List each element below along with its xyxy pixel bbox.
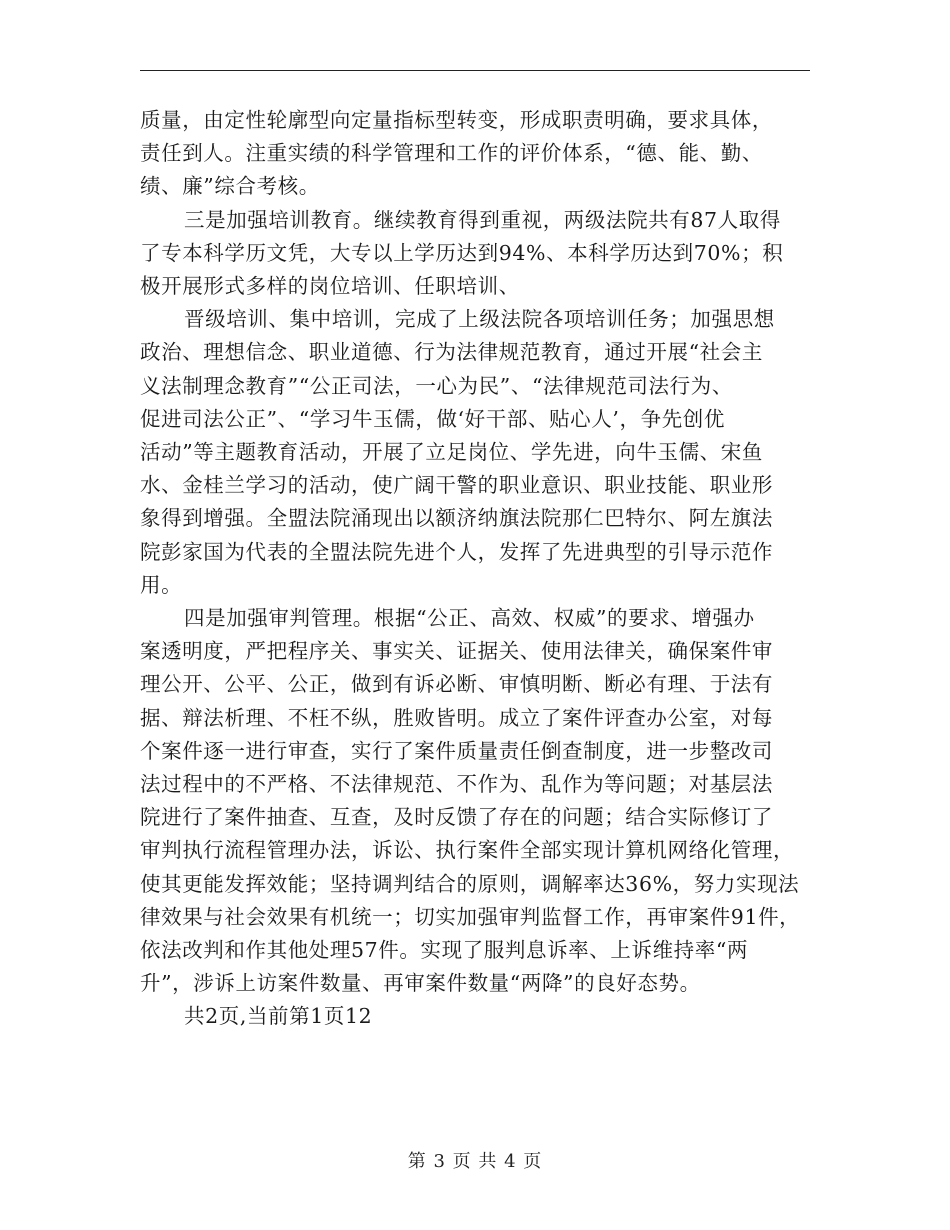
text-line: 质量，由定性轮廓型向定量指标型转变，形成职责明确，要求具体， [140,108,773,132]
paragraph [140,303,812,602]
paragraph [140,204,812,304]
text-line: 晋级培训、集中培训，完成了上级法院各项培训任务；加强思想 [184,307,775,332]
text-line: 四是加强审判管理。根据“公正、高效、权威”的要求、增强办 [184,606,755,631]
text-line: 院彭家国为代表的全盟法院先进个人，发挥了先进典型的引导示范作 [140,539,773,564]
text-line: 责任到人。注重实绩的科学管理和工作的评价体系，“德、能、勤、 [140,141,763,166]
text-line: 促进司法公正”、“学习牛玉儒，做‘好干部、贴心人’，争先创优 [140,406,725,431]
text-line: 水、金桂兰学习的活动，使广阔干警的职业意识、职业技能、职业形 [140,473,773,498]
paragraph [140,602,812,1000]
text-line: 院进行了案件抽查、互查，及时反馈了存在的问题；结合实际修订了 [140,805,773,830]
header-rule [140,70,810,71]
text-line: 使其更能发挥效能；坚持调判结合的原则，调解率达36%，努力实现法 [140,871,800,896]
paragraph [140,104,812,204]
text-line: 审判执行流程管理办法，诉讼、执行案件全部实现计算机网络化管理， [140,838,795,863]
text-line: 个案件逐一进行审查，实行了案件质量责任倒查制度，进一步整改司 [140,738,773,763]
text-line: 法过程中的不严格、不法律规范、不作为、乱作为等问题；对基层法 [140,772,773,797]
text-line: 绩、廉”综合考核。 [140,174,320,199]
text-line: 升”，涉诉上访案件数量、再审案件数量“两降”的良好态势。 [140,971,701,996]
text-line: 象得到增强。全盟法院涌现出以额济纳旗法院那仁巴特尔、阿左旗法 [140,506,773,531]
text-line: 三是加强培训教育。继续教育得到重视，两级法院共有87人取得 [184,207,781,232]
text-line: 依法改判和作其他处理57件。实现了服判息诉率、上诉维持率“两 [140,938,749,963]
text-line: 理公开、公平、公正，做到有诉必断、审慎明断、断必有理、于法有 [140,672,773,697]
page-footer: 第 3 页 共 4 页 [407,1151,543,1172]
text-line: 活动”等主题教育活动，开展了立足岗位、学先进，向牛玉儒、宋鱼 [140,440,763,465]
document-body [140,104,812,1034]
text-line: 政治、理想信念、职业道德、行为法律规范教育，通过开展“社会主 [140,340,763,365]
text-line: 律效果与社会效果有机统一；切实加强审判监督工作，再审案件91件， [140,904,801,929]
text-line: 义法制理念教育”“公正司法，一心为民”、“法律规范司法行为、 [140,373,733,398]
text-line: 了专本科学历文凭，大专以上学历达到94%、本科学历达到70%；积 [140,240,784,265]
text-line: 据、辩法析理、不枉不纵，胜败皆明。成立了案件评查办公室，对每 [140,705,773,730]
page-count-note [140,1000,812,1033]
text-line: 极开展形式多样的岗位培训、任职培训、 [140,274,520,299]
text-line: 案透明度，严把程序关、事实关、证据关、使用法律关，确保案件审 [140,639,773,664]
text-line: 用。 [140,572,183,597]
text-line: 共2页,当前第1页12 [184,1004,373,1029]
